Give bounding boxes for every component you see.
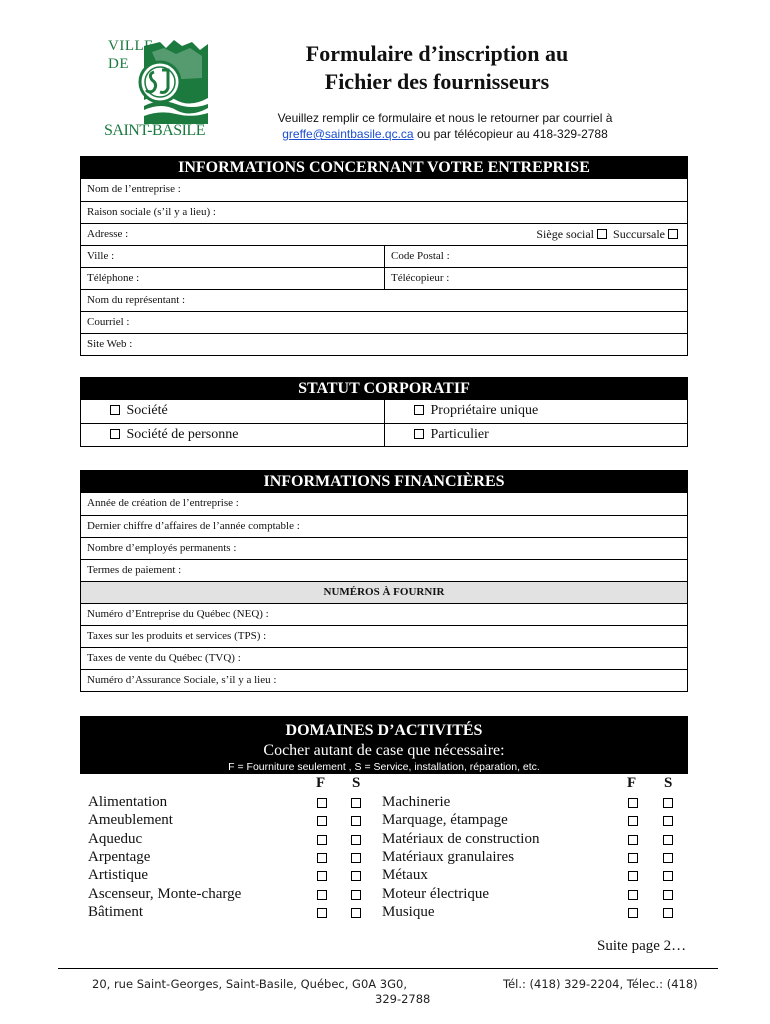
f-column-header-right: F [627,775,637,791]
domaine-checkbox-f[interactable] [628,798,638,808]
domaine-label-right: Marquage, étampage [382,812,508,829]
adresse-field[interactable] [81,224,687,245]
domaine-checkbox-f[interactable] [317,871,327,881]
site-web-field[interactable]: Site Web : [87,338,133,350]
code-postal-field[interactable]: Code Postal : [384,246,687,267]
domaine-checkbox-f[interactable] [317,816,327,826]
siege-checkbox[interactable] [597,229,607,239]
domaine-label-left: Aqueduc [88,830,143,847]
domaine-checkbox-f[interactable] [317,890,327,900]
domaine-checkbox-s[interactable] [663,835,673,845]
siege-label: Siège social [536,227,595,241]
telephone-field[interactable]: Téléphone : [87,272,140,284]
nas-row[interactable] [81,669,687,691]
proprietaire-option[interactable] [384,400,687,423]
instructions-text: Veuillez remplir ce formulaire et nous le retourner par courriel à [277,111,613,125]
representant-field[interactable]: Nom du représentant : [87,294,186,306]
domaine-checkbox-f[interactable] [317,835,327,845]
domaine-checkbox-s[interactable] [351,798,361,808]
chiffre-row[interactable] [81,515,687,537]
nas-field[interactable]: Numéro d’Assurance Sociale, s’il y a lieu : [87,674,277,686]
email-link[interactable]: greffe@saintbasile.qc.ca [282,127,414,141]
footer-address [92,977,432,1007]
financieres-section [80,470,688,692]
telephone-row [81,267,687,289]
domaine-label-left: Ameublement [88,812,173,829]
siege-succursale-options [536,224,681,245]
domaine-label-left: Arpentage [88,848,151,865]
societe-personne-label: Société de personne [126,427,239,442]
domaine-label-right: Métaux [382,867,428,884]
raison-row[interactable] [81,201,687,223]
domaine-checkbox-s[interactable] [663,890,673,900]
courriel-field[interactable]: Courriel : [87,316,130,328]
entreprise-section [80,156,688,356]
f-column-header-left: F [316,775,326,791]
domaines-heading-block [80,716,688,774]
numeros-heading-row [81,581,687,603]
tvq-row[interactable] [81,647,687,669]
domaine-checkbox-s[interactable] [351,908,361,918]
annee-row[interactable] [81,493,687,515]
courriel-row[interactable] [81,311,687,333]
domaine-checkbox-s[interactable] [351,871,361,881]
domaine-label-left: Ascenseur, Monte-charge [88,885,242,902]
succursale-checkbox[interactable] [668,229,678,239]
domaine-label-left: Bâtiment [88,903,143,920]
numeros-heading: NUMÉROS À FOURNIR [81,582,687,603]
domaines-legend: F = Fourniture seulement , S = Service, installation, réparation, etc. [228,761,540,773]
chiffre-affaires-field[interactable]: Dernier chiffre d’affaires de l’année comptable : [87,520,300,532]
societe-personne-checkbox[interactable] [110,429,120,439]
domaine-checkbox-s[interactable] [351,890,361,900]
domaine-checkbox-s[interactable] [663,798,673,808]
neq-row[interactable] [81,603,687,625]
domaine-checkbox-f[interactable] [628,871,638,881]
footer-address-line1: 20, rue Saint-Georges, Saint-Basile, Québec, G0A 3G0, [92,977,407,991]
domaine-checkbox-f[interactable] [317,908,327,918]
domaine-checkbox-f[interactable] [317,853,327,863]
raison-sociale-field[interactable]: Raison sociale (s’il y a lieu) : [87,206,216,218]
proprietaire-checkbox[interactable] [414,405,424,415]
adresse-label: Adresse : [87,228,129,240]
nom-field[interactable]: Nom de l’entreprise : [87,183,181,195]
employes-field[interactable]: Nombre d’employés permanents : [87,542,237,554]
tps-field[interactable]: Taxes sur les produits et services (TPS) : [87,630,267,642]
particulier-label: Particulier [430,427,489,442]
societe-checkbox[interactable] [110,405,120,415]
neq-field[interactable]: Numéro d’Entreprise du Québec (NEQ) : [87,608,269,620]
domaine-checkbox-s[interactable] [351,835,361,845]
city-logo [104,38,216,142]
instructions [250,110,640,142]
particulier-checkbox[interactable] [414,429,424,439]
statut-section [80,377,688,447]
suite-page: Suite page 2… [597,938,687,954]
adresse-row[interactable] [81,223,687,245]
tps-row[interactable] [81,625,687,647]
domaine-label-right: Matériaux granulaires [382,848,515,865]
tvq-field[interactable]: Taxes de vente du Québec (TVQ) : [87,652,241,664]
annee-field[interactable]: Année de création de l’entreprise : [87,497,239,509]
succursale-label: Succursale [613,227,665,241]
s-column-header-left: S [352,775,361,791]
nom-row[interactable] [81,179,687,201]
domaine-checkbox-s[interactable] [663,871,673,881]
domaine-label-right: Machinerie [382,794,451,810]
logo-text-de: DE [108,56,129,72]
statut-row-1 [81,400,687,423]
footer-phone: Tél.: (418) 329-2204, Télec.: (418) [503,977,698,991]
particulier-option[interactable] [384,424,687,446]
ville-field[interactable]: Ville : [87,250,115,262]
domaine-checkbox-f[interactable] [628,890,638,900]
employes-row[interactable] [81,537,687,559]
domaine-checkbox-f[interactable] [628,853,638,863]
financieres-heading: INFORMATIONS FINANCIÈRES [81,471,687,493]
statut-row-2 [81,423,687,446]
representant-row[interactable] [81,289,687,311]
societe-personne-option[interactable] [81,424,384,446]
domaine-checkbox-f[interactable] [628,908,638,918]
logo-text-ville: VILLE [108,38,154,54]
logo-text-saint-basile: SAINT-BASILE [104,122,205,139]
entreprise-heading: INFORMATIONS CONCERNANT VOTRE ENTREPRISE [81,157,687,179]
termes-row[interactable] [81,559,687,581]
domaine-checkbox-s[interactable] [663,816,673,826]
domaine-label-left: Alimentation [88,794,168,810]
telecopieur-field[interactable]: Télécopieur : [384,268,687,289]
domaine-checkbox-f[interactable] [317,798,327,808]
domaine-label-left: Artistique [88,867,148,884]
domaine-label-right: Matériaux de construction [382,830,540,847]
footer-divider [58,968,718,969]
title-line-2: Fichier des fournisseurs [324,69,550,94]
domaines-heading: DOMAINES D’ACTIVITÉS [285,722,483,739]
title-line-1: Formulaire d’inscription au [305,41,569,66]
domaine-label-right: Moteur électrique [382,885,490,902]
domaine-checkbox-f[interactable] [628,816,638,826]
domaine-label-right: Musique [382,903,435,920]
footer-address-line2: 329-2788 [375,992,431,1006]
domaine-checkbox-s[interactable] [351,853,361,863]
domaine-checkbox-s[interactable] [663,908,673,918]
domaine-checkbox-f[interactable] [628,835,638,845]
fax-text: ou par télécopieur au 418-329-2788 [416,127,608,141]
societe-label: Société [126,403,168,418]
page-title [262,40,612,96]
statut-heading: STATUT CORPORATIF [81,378,687,400]
domaine-checkbox-s[interactable] [351,816,361,826]
termes-paiement-field[interactable]: Termes de paiement : [87,564,182,576]
proprietaire-label: Propriétaire unique [430,403,539,418]
site-web-row[interactable] [81,333,687,355]
domaine-checkbox-s[interactable] [663,853,673,863]
ville-row [81,245,687,267]
societe-option[interactable] [81,400,384,423]
domaines-subheading: Cocher autant de case que nécessaire: [263,742,505,759]
s-column-header-right: S [664,775,673,791]
